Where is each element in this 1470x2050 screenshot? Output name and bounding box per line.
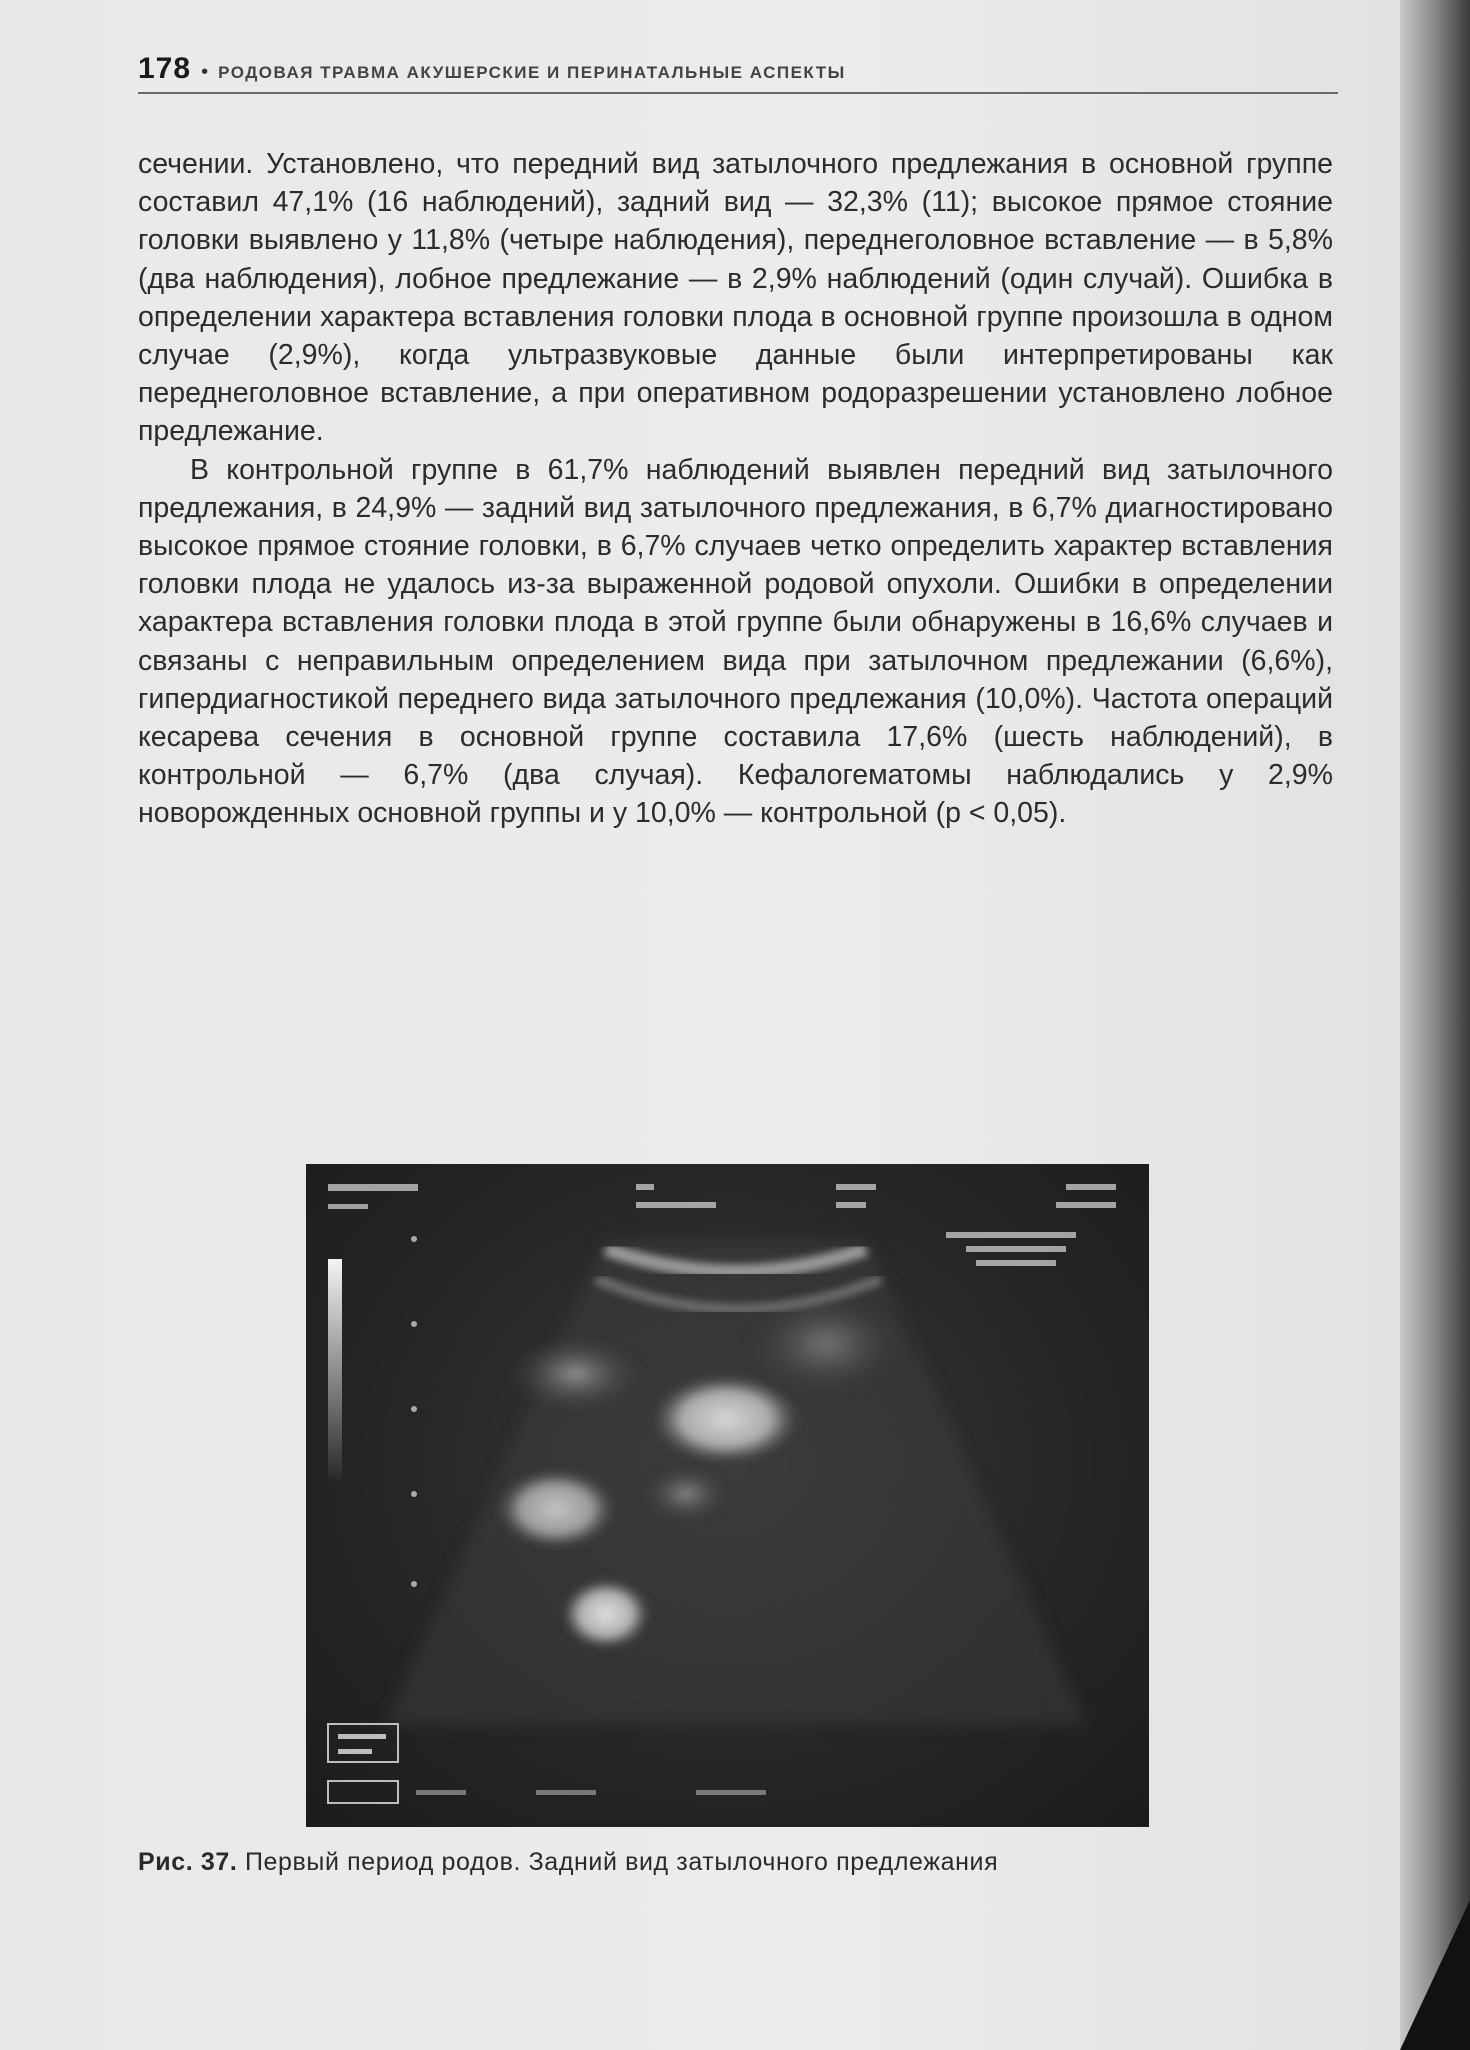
paragraph-2: В контрольной группе в 61,7% наблюдений выявлен передний вид затылочного предлежания, в 24,9% — задний вид затылочного предлежания, в 6,7% диагностировано высокое прямое стояние головки, в 6,7% случаев четко определить характер вставления головки плода не удалось из-за выраженной родовой опухоли. Ошибки в определении характера вставления головки плода в этой группе были обнаружены в 16,6% случаев и связаны с неправильным определением вида при затылочном предлежании (6,6%), гипердиагностикой переднего вида затылочного предлежания (10,0%). Частота операций кесарева сечения в основной группе составила 17,6% (шесть наблюдений), в контрольной — 6,7% (два случая). Кефалогематомы наблюдались у 2,9% новорожденных основной группы и у 10,0% — контрольной (p < 0,05).	[138, 453, 1333, 830]
page-corner	[1400, 1900, 1470, 2050]
figure-caption	[138, 1848, 1338, 1877]
running-header	[138, 52, 1338, 94]
depth-marker	[411, 1581, 417, 1587]
probe-box-line	[338, 1734, 386, 1739]
depth-marker	[411, 1236, 417, 1242]
grayscale-bar	[328, 1259, 342, 1479]
bottom-status-bar	[416, 1790, 766, 1795]
echo-structure-5	[561, 1578, 651, 1650]
echo-structure-4	[641, 1464, 731, 1524]
caption-label: Рис. 37.	[138, 1848, 238, 1876]
page-gutter-shadow	[1400, 0, 1470, 2050]
echo-structure-1	[651, 1374, 801, 1464]
caption-text: Первый период родов. Задний вид затылочного предлежания	[244, 1848, 999, 1876]
echo-structure-2	[506, 1334, 646, 1414]
echo-structure-3	[496, 1469, 616, 1549]
page-number: 178	[138, 52, 192, 85]
depth-marker	[411, 1321, 417, 1327]
echo-structure-6	[746, 1294, 906, 1394]
ultrasound-figure	[306, 1164, 1149, 1827]
header-bullet: •	[201, 61, 209, 83]
depth-marker	[411, 1406, 417, 1412]
depth-marker	[411, 1491, 417, 1497]
probe-box-line	[338, 1749, 372, 1754]
running-title: РОДОВАЯ ТРАВМА АКУШЕРСКИЕ И ПЕРИНАТАЛЬНЫЕ АСПЕКТЫ	[218, 63, 846, 82]
paragraph-1: сечении. Установлено, что передний вид затылочного предлежания в основной группе составил 47,1% (16 наблюдений), задний вид — 32,3% (11); высокое прямое стояние головки выявлено у 11,8% (четыре наблюдения), переднеголовное вставление — в 5,8% (два наблюдения), лобное предлежание — в 2,9% наблюдений (один случай). Ошибка в определении характера вставления головки плода в основной группе произошла в одном случае (2,9%), когда ультразвуковые данные были интерпретированы как переднеголовное вставление, а при оперативном родоразрешении установлено лобное предлежание.	[138, 148, 1333, 448]
body-text	[138, 145, 1333, 833]
probe-box	[328, 1724, 398, 1762]
mode-box	[328, 1781, 398, 1803]
ultrasound-image	[306, 1164, 1149, 1827]
